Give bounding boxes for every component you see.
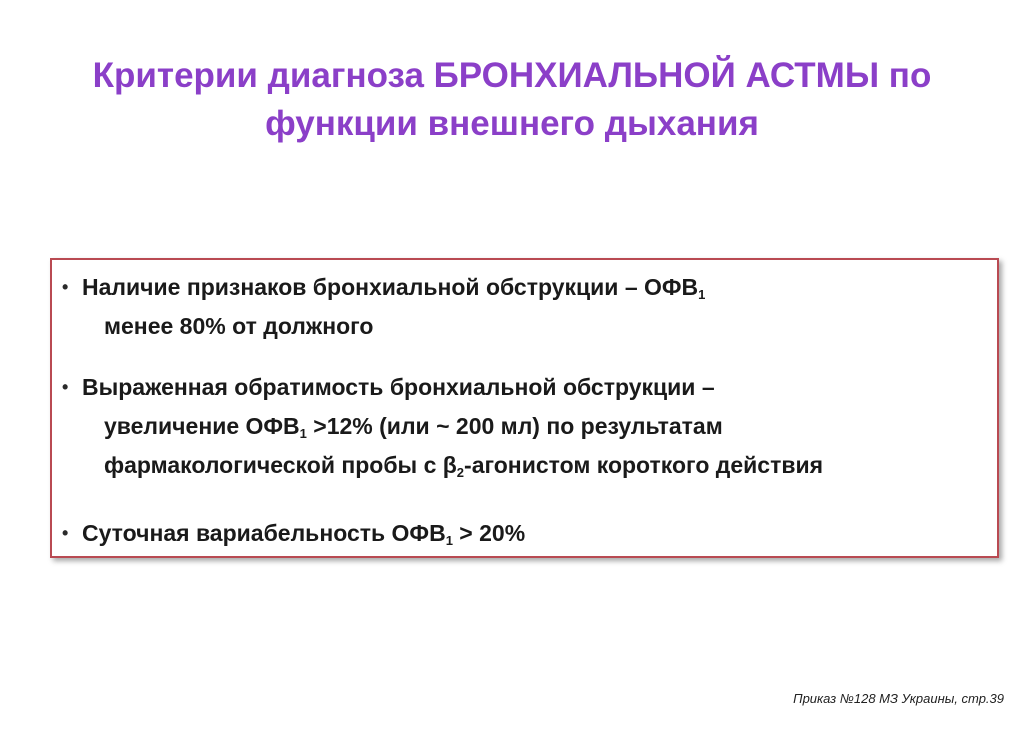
bullet-icon: •: [62, 277, 69, 297]
source-reference: Приказ №128 МЗ Украины, стр.39: [793, 691, 1004, 706]
criterion-item-2: [62, 368, 823, 485]
criterion-2-line-3-a: фармакологической пробы с β: [104, 452, 457, 478]
bullet-icon: •: [62, 377, 69, 397]
criterion-1-line-2: менее 80% от должного: [104, 313, 374, 339]
criterion-2-line-1: [62, 368, 823, 407]
criterion-2-line-2-a: увеличение ОФВ: [104, 413, 300, 439]
criterion-1-line-1: [62, 268, 705, 307]
criterion-item-3: [62, 514, 525, 553]
criterion-2-line-3-b: -агонистом короткого действия: [464, 452, 824, 478]
bullet-icon: •: [62, 523, 69, 543]
criterion-1-text: Наличие признаков бронхиальной обструкции – ОФВ: [82, 274, 699, 300]
criterion-2-line-2: [62, 407, 823, 446]
criterion-3-line-1: [62, 514, 525, 553]
criterion-2-line-3-subscript: 2: [456, 465, 465, 480]
criterion-2-text: Выраженная обратимость бронхиальной обструкции –: [82, 374, 715, 400]
slide-title-line-2: функции внешнего дыхания: [265, 104, 759, 143]
criterion-3-text-a: Суточная вариабельность ОФВ: [82, 520, 446, 546]
criterion-1-subscript: 1: [698, 287, 706, 302]
criterion-3-subscript: 1: [445, 533, 453, 548]
criterion-2-line-2-b: >12% (или ~ 200 мл) по результатам: [306, 413, 723, 439]
criterion-2-line-3: [62, 446, 823, 485]
criterion-3-text-b: > 20%: [452, 520, 526, 546]
slide-title: [0, 52, 1024, 148]
criterion-item-1: [62, 268, 705, 346]
slide-title-line-1: Критерии диагноза БРОНХИАЛЬНОЙ АСТМЫ по: [92, 56, 932, 95]
criteria-box: [50, 258, 999, 558]
criterion-2-line-2-subscript: 1: [299, 426, 307, 441]
